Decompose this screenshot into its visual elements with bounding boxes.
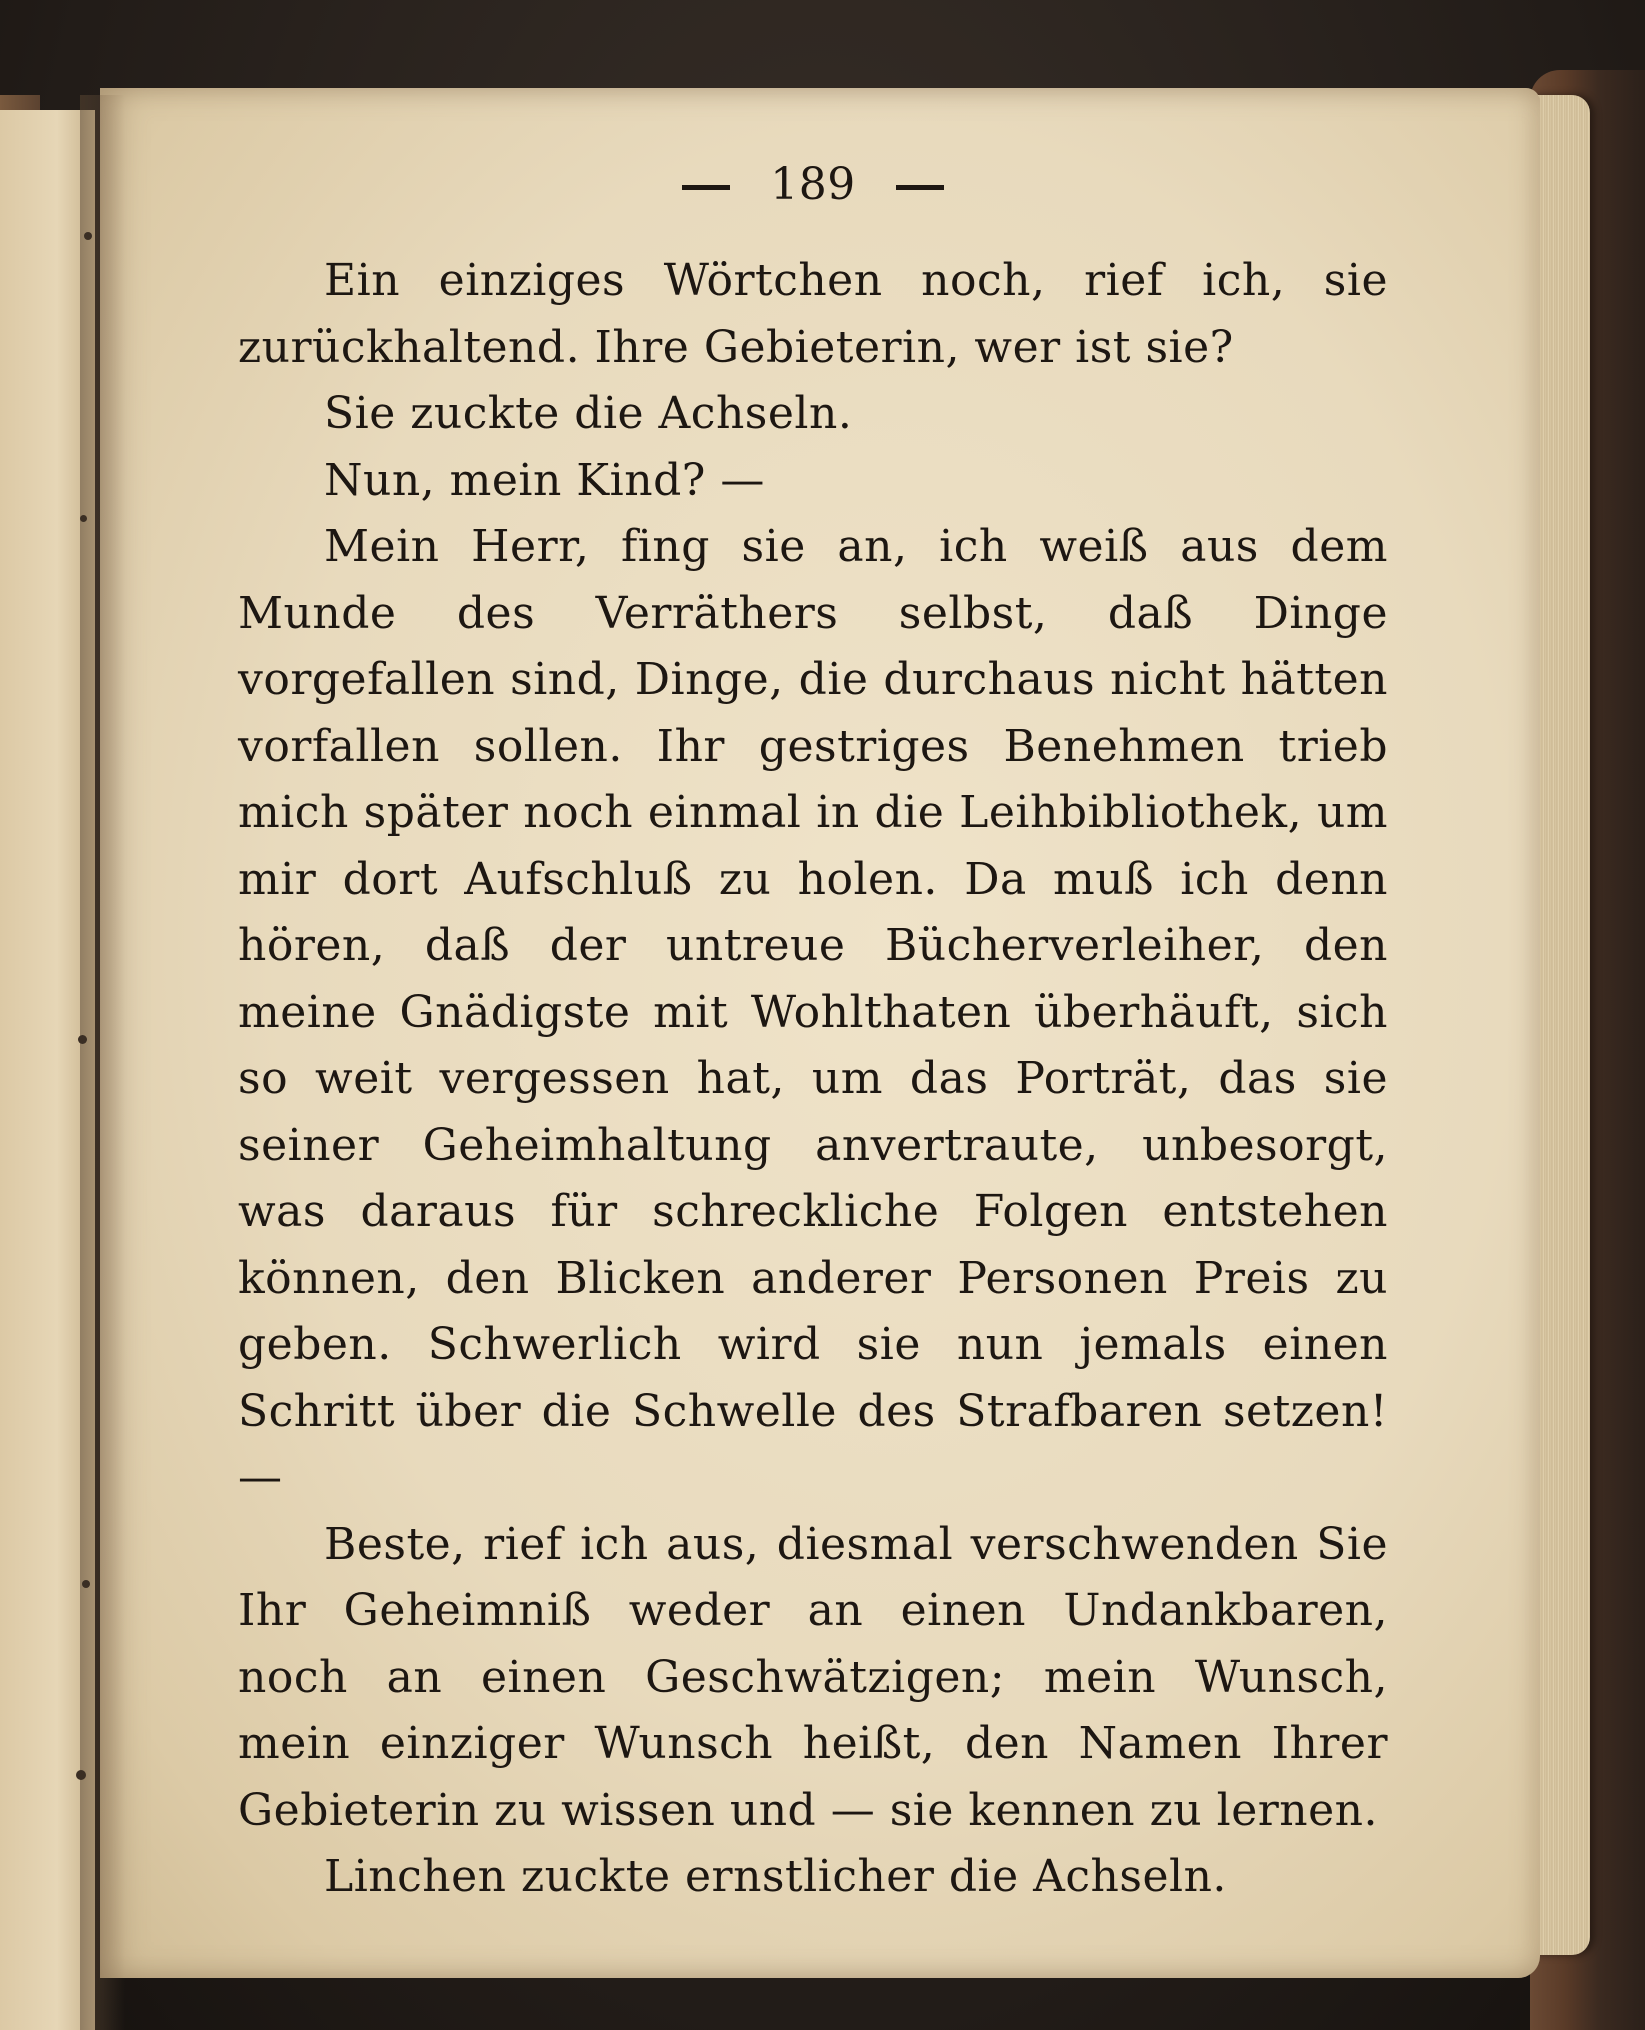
page-text — [238, 130, 1388, 1911]
paragraph-4: Mein Herr, fing sie an, ich weiß aus dem Munde des Verräthers selbst, daß Dinge vorgefallen sind, Dinge, die durchaus nicht hätten vorfallen sollen. Ihr gestriges Benehmen trieb mich später noch einmal in die Leihbibliothek, um mir dort Aufschluß zu holen. Da muß ich denn hören, daß der untreue Bücherverleiher, den meine Gnädigste mit Wohlthaten überhäuft, sich so weit vergessen hat, um das Porträt, das sie seiner Geheimhaltung anvertraute, unbesorgt, was daraus für schreckliche Folgen entstehen können, den Blicken anderer Personen Preis zu geben. Schwerlich wird sie nun jemals einen Schritt über die Schwelle des Strafbaren setzen! — — [238, 521, 1388, 1503]
margin-speck — [80, 515, 87, 522]
paragraph-3: Nun, mein Kind? — — [324, 454, 765, 506]
page-number-dash-left — [682, 185, 730, 190]
margin-speck — [78, 1035, 87, 1044]
book-gutter — [80, 95, 125, 2030]
page-number — [238, 130, 1388, 240]
paragraph-1: Ein einziges Wörtchen noch, rief ich, sie zurückhaltend. Ihre Gebieterin, wer ist sie? — [238, 255, 1388, 373]
margin-speck — [84, 232, 92, 240]
margin-speck — [82, 1580, 90, 1588]
margin-speck — [76, 1770, 86, 1780]
paragraph-6: Linchen zuckte ernstlicher die Achseln. — [324, 1851, 1227, 1902]
paragraph-5: Beste, rief ich aus, diesmal verschwenden Sie Ihr Geheimniß weder an einen Undankbaren, noch an einen Geschwätzigen; mein Wunsch, mein einziger Wunsch heißt, den Namen Ihrer Gebieterin zu wissen und — sie kennen zu lernen. — [238, 1518, 1388, 1836]
page-number-value: 189 — [770, 159, 856, 210]
paragraph-2: Sie zuckte die Achseln. — [324, 388, 853, 439]
page-number-dash-right — [896, 185, 944, 190]
